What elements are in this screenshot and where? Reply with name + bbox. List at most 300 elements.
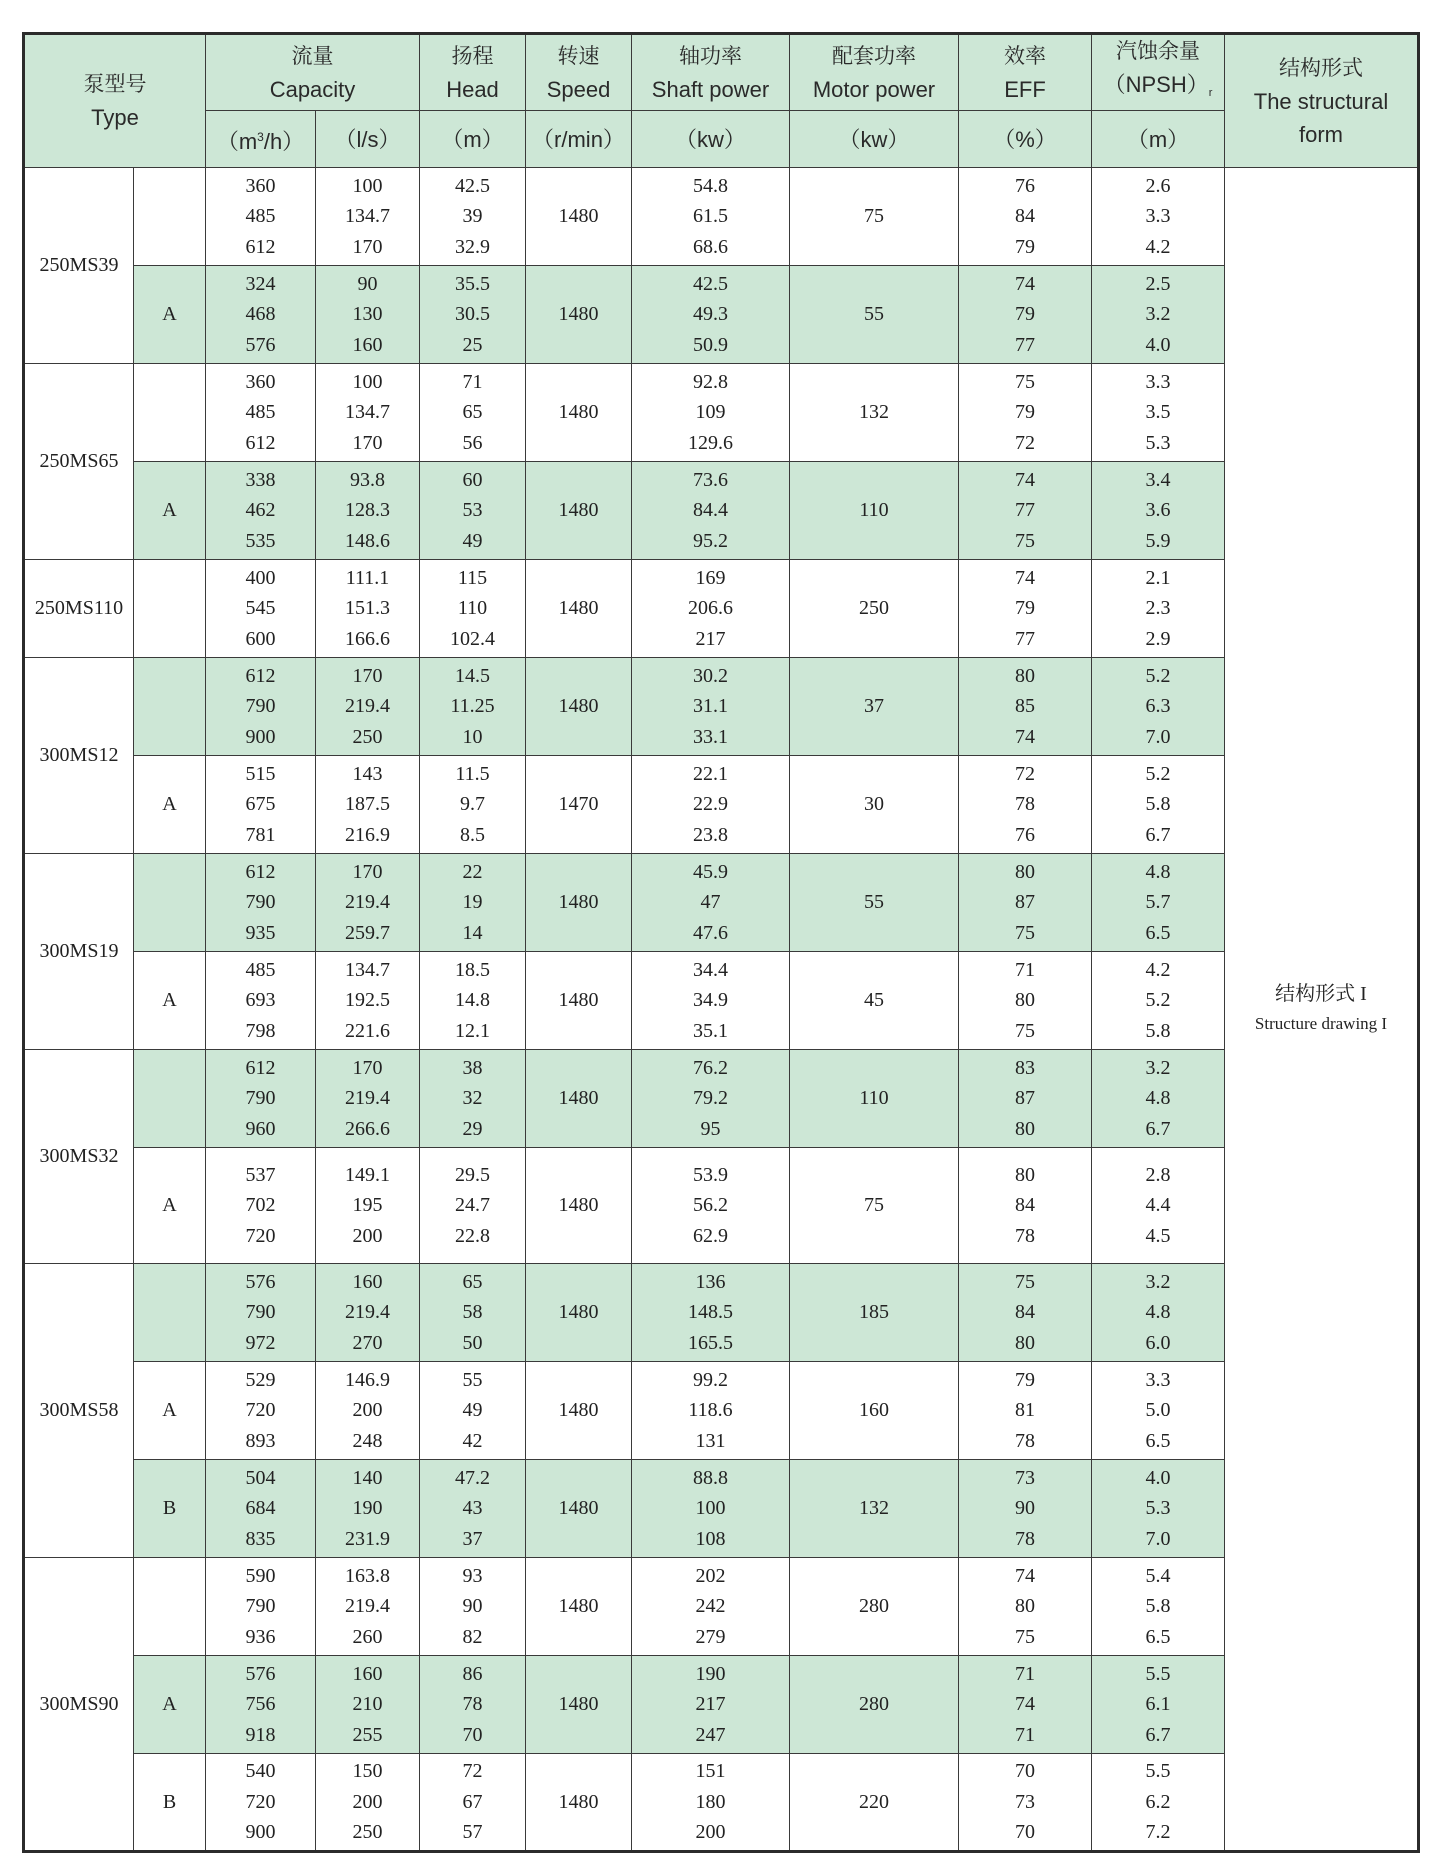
header-capacity-en: Capacity [269,76,356,102]
npsh-cell-value: 2.5 [1145,272,1171,295]
motor-power-cell: 30 [790,756,959,854]
efficiency-cell [959,266,1092,364]
table-row [24,756,1419,854]
shaft-power-cell-value: 76.2 [693,1056,728,1079]
table-body [24,168,1419,1852]
capacity-ls-cell-value: 160 [352,1662,383,1685]
table-row [24,1362,1419,1460]
capacity-m3h-cell [206,560,316,658]
shaft-power-cell-value: 109 [695,401,726,424]
unit-m3h [206,111,316,168]
shaft-power-cell [632,266,790,364]
efficiency-cell-value: 80 [1015,1117,1035,1140]
capacity-ls-cell [316,1656,420,1754]
capacity-ls-cell-value: 170 [352,431,383,454]
speed-cell: 1480 [526,1148,632,1264]
capacity-m3h-cell-value: 515 [245,762,276,785]
motor-power-cell: 160 [790,1362,959,1460]
efficiency-cell-value: 70 [1015,1760,1035,1783]
efficiency-cell-value: 74 [1015,272,1035,295]
efficiency-cell-value: 79 [1015,303,1035,326]
npsh-cell-value: 4.8 [1145,860,1171,883]
header-type-en: Type [91,105,139,130]
capacity-ls-cell-value: 190 [352,1497,383,1520]
table-row [24,1754,1419,1852]
npsh-cell-value: 5.8 [1145,1595,1171,1618]
shaft-power-cell-value: 84.4 [693,499,728,522]
capacity-ls-cell [316,266,420,364]
shaft-power-cell-value: 206.6 [688,597,733,620]
capacity-m3h-cell-value: 590 [245,1564,276,1587]
table-row [24,168,1419,266]
npsh-cell-value: 2.8 [1145,1163,1171,1186]
speed-cell: 1470 [526,756,632,854]
motor-power-cell: 55 [790,266,959,364]
npsh-cell-value: 3.5 [1145,401,1171,424]
table-row [24,854,1419,952]
capacity-m3h-cell-value: 790 [245,1087,276,1110]
efficiency-cell-value: 79 [1015,597,1035,620]
shaft-power-cell-value: 217 [695,1693,726,1716]
shaft-power-cell-value: 35.1 [693,1019,728,1042]
motor-power-cell: 110 [790,462,959,560]
npsh-cell [1092,168,1225,266]
speed-cell: 1480 [526,462,632,560]
npsh-cell-value: 3.3 [1145,205,1171,228]
motor-power-cell: 280 [790,1558,959,1656]
head-cell-value: 42.5 [455,174,490,197]
shaft-power-cell [632,1754,790,1852]
capacity-ls-cell-value: 259.7 [345,921,390,944]
efficiency-cell-value: 90 [1015,1497,1035,1520]
efficiency-cell-value: 75 [1015,370,1035,393]
head-cell [420,462,526,560]
capacity-ls-cell-value: 187.5 [345,793,390,816]
capacity-m3h-cell-value: 529 [245,1368,276,1391]
npsh-cell-value: 5.2 [1145,762,1171,785]
head-cell-value: 35.5 [455,272,490,295]
shaft-power-cell-value: 95 [700,1117,721,1140]
efficiency-cell-value: 83 [1015,1056,1035,1079]
header-motor-power [790,34,959,111]
head-cell-value: 10 [462,725,483,748]
header-motor-power-zh: 配套功率 [832,43,916,68]
motor-power-cell: 132 [790,1460,959,1558]
head-cell-value: 42 [462,1429,483,1452]
header-shaft-power-zh: 轴功率 [679,43,742,68]
npsh-cell-value: 3.6 [1145,499,1171,522]
unit-motor-kw: （kw） [790,111,959,168]
efficiency-cell-value: 74 [1015,1693,1035,1716]
capacity-m3h-cell [206,1460,316,1558]
head-cell-value: 78 [462,1693,483,1716]
capacity-ls-cell-value: 128.3 [345,499,390,522]
capacity-ls-cell-value: 100 [352,174,383,197]
head-cell [420,168,526,266]
speed-cell: 1480 [526,1362,632,1460]
capacity-m3h-cell-value: 504 [245,1466,276,1489]
capacity-ls-cell-value: 160 [352,1270,383,1293]
efficiency-cell-value: 75 [1015,1270,1035,1293]
head-cell [420,1148,526,1264]
head-cell-value: 47.2 [455,1466,490,1489]
table-row [24,658,1419,756]
capacity-m3h-cell-value: 900 [245,725,276,748]
npsh-cell [1092,1362,1225,1460]
unit-ls: （l/s） [316,111,420,168]
header-structure [1225,34,1419,168]
capacity-ls-cell-value: 170 [352,664,383,687]
capacity-ls-cell-value: 200 [352,1790,383,1813]
efficiency-cell-value: 74 [1015,725,1035,748]
efficiency-cell-value: 77 [1015,499,1035,522]
capacity-ls-cell-value: 151.3 [345,597,390,620]
table-row [24,1656,1419,1754]
motor-power-cell: 75 [790,1148,959,1264]
motor-power-cell: 220 [790,1754,959,1852]
efficiency-cell [959,1264,1092,1362]
shaft-power-cell-value: 190 [695,1662,726,1685]
capacity-m3h-cell-value: 535 [245,529,276,552]
shaft-power-cell-value: 68.6 [693,235,728,258]
shaft-power-cell-value: 200 [695,1821,726,1844]
capacity-m3h-cell-value: 720 [245,1790,276,1813]
capacity-m3h-cell [206,1656,316,1754]
pump-model-cell: 300MS90 [24,1558,134,1852]
shaft-power-cell [632,364,790,462]
head-cell [420,1460,526,1558]
pump-spec-table-container [22,32,1420,1853]
capacity-m3h-cell-value: 756 [245,1693,276,1716]
capacity-ls-cell-value: 170 [352,235,383,258]
efficiency-cell [959,1050,1092,1148]
capacity-ls-cell-value: 210 [352,1693,383,1716]
shaft-power-cell [632,658,790,756]
head-cell-value: 60 [462,468,483,491]
efficiency-cell [959,364,1092,462]
capacity-m3h-cell-value: 537 [245,1163,276,1186]
npsh-cell-value: 5.5 [1145,1760,1171,1783]
head-cell-value: 93 [462,1564,483,1587]
efficiency-cell-value: 71 [1015,1723,1035,1746]
npsh-cell [1092,1148,1225,1264]
table-row [24,1460,1419,1558]
efficiency-cell-value: 76 [1015,174,1035,197]
head-cell-value: 65 [462,401,483,424]
head-cell-value: 53 [462,499,483,522]
capacity-ls-cell-value: 90 [357,272,378,295]
shaft-power-cell-value: 22.9 [693,793,728,816]
header-type-zh: 泵型号 [83,72,147,96]
npsh-cell [1092,952,1225,1050]
capacity-ls-cell [316,1754,420,1852]
npsh-cell-value: 7.0 [1145,1527,1171,1550]
head-cell-value: 70 [462,1723,483,1746]
npsh-cell-value: 3.2 [1145,1270,1171,1293]
unit-m3h-pre: （m [216,128,258,154]
efficiency-cell-value: 75 [1015,1019,1035,1042]
speed-cell: 1480 [526,1656,632,1754]
efficiency-cell-value: 71 [1015,1662,1035,1685]
table-row [24,952,1419,1050]
head-cell-value: 57 [462,1821,483,1844]
capacity-m3h-cell [206,1050,316,1148]
unit-eff-percent: （%） [959,111,1092,168]
shaft-power-cell-value: 88.8 [693,1466,728,1489]
speed-cell: 1480 [526,1558,632,1656]
header-npsh-en-text: （NPSH） [1103,72,1209,97]
capacity-m3h-cell-value: 485 [245,205,276,228]
capacity-m3h-cell-value: 835 [245,1527,276,1550]
capacity-ls-cell-value: 134.7 [345,958,390,981]
capacity-m3h-cell-value: 936 [245,1625,276,1648]
capacity-m3h-cell-value: 462 [245,499,276,522]
npsh-cell-value: 6.5 [1145,1625,1171,1648]
shaft-power-cell-value: 47 [700,891,721,914]
capacity-m3h-cell-value: 612 [245,1056,276,1079]
pump-model-cell: 250MS65 [24,364,134,560]
capacity-ls-cell-value: 248 [352,1429,383,1452]
variant-cell: A [134,266,206,364]
shaft-power-cell-value: 22.1 [693,762,728,785]
efficiency-cell-value: 78 [1015,793,1035,816]
capacity-m3h-cell-value: 468 [245,303,276,326]
table-row [24,1148,1419,1264]
head-cell-value: 37 [462,1527,483,1550]
unit-head-m: （m） [420,111,526,168]
capacity-m3h-cell [206,1754,316,1852]
capacity-ls-cell-value: 219.4 [345,891,390,914]
table-row [24,560,1419,658]
header-head [420,34,526,111]
head-cell-value: 72 [462,1760,483,1783]
shaft-power-cell [632,1264,790,1362]
npsh-cell-value: 5.4 [1145,1564,1171,1587]
head-cell [420,364,526,462]
head-cell [420,1050,526,1148]
capacity-ls-cell-value: 134.7 [345,205,390,228]
head-cell-value: 29 [462,1117,483,1140]
header-structure-zh: 结构形式 [1279,55,1363,80]
npsh-cell-value: 4.0 [1145,333,1171,356]
npsh-cell-value: 2.3 [1145,597,1171,620]
variant-cell: A [134,1656,206,1754]
head-cell [420,1754,526,1852]
motor-power-cell: 37 [790,658,959,756]
efficiency-cell-value: 79 [1015,235,1035,258]
head-cell [420,756,526,854]
efficiency-cell-value: 70 [1015,1821,1035,1844]
header-speed-zh: 转速 [557,43,600,68]
shaft-power-cell-value: 95.2 [693,529,728,552]
efficiency-cell-value: 72 [1015,762,1035,785]
shaft-power-cell [632,1656,790,1754]
npsh-cell [1092,1754,1225,1852]
shaft-power-cell [632,1362,790,1460]
shaft-power-cell-value: 62.9 [693,1224,728,1247]
npsh-cell-value: 4.2 [1145,235,1171,258]
capacity-ls-cell-value: 266.6 [345,1117,390,1140]
capacity-m3h-cell-value: 900 [245,1821,276,1844]
capacity-m3h-cell-value: 702 [245,1194,276,1217]
pump-model-cell: 250MS110 [24,560,134,658]
capacity-m3h-cell-value: 576 [245,1662,276,1685]
capacity-m3h-cell-value: 960 [245,1117,276,1140]
shaft-power-cell [632,952,790,1050]
capacity-ls-cell [316,1050,420,1148]
head-cell [420,1558,526,1656]
capacity-ls-cell [316,1148,420,1264]
shaft-power-cell [632,854,790,952]
efficiency-cell-value: 74 [1015,566,1035,589]
capacity-ls-cell [316,1558,420,1656]
npsh-cell-value: 5.8 [1145,793,1171,816]
capacity-ls-cell-value: 100 [352,370,383,393]
shaft-power-cell-value: 279 [695,1625,726,1648]
shaft-power-cell-value: 50.9 [693,333,728,356]
capacity-m3h-cell-value: 324 [245,272,276,295]
motor-power-cell: 55 [790,854,959,952]
npsh-cell-value: 4.8 [1145,1087,1171,1110]
npsh-cell-value: 3.3 [1145,1368,1171,1391]
pump-model-cell: 300MS19 [24,854,134,1050]
variant-cell: A [134,756,206,854]
npsh-cell-value: 2.1 [1145,566,1171,589]
speed-cell: 1480 [526,1050,632,1148]
npsh-cell-value: 4.4 [1145,1194,1171,1217]
efficiency-cell-value: 80 [1015,1163,1035,1186]
efficiency-cell-value: 73 [1015,1466,1035,1489]
shaft-power-cell-value: 31.1 [693,695,728,718]
pump-model-cell: 300MS32 [24,1050,134,1264]
efficiency-cell [959,462,1092,560]
capacity-m3h-cell-value: 400 [245,566,276,589]
npsh-cell [1092,560,1225,658]
capacity-ls-cell-value: 146.9 [345,1368,390,1391]
shaft-power-cell-value: 118.6 [688,1399,733,1422]
variant-cell: A [134,462,206,560]
capacity-m3h-cell-value: 612 [245,664,276,687]
capacity-m3h-cell-value: 485 [245,401,276,424]
npsh-cell-value: 6.7 [1145,823,1171,846]
efficiency-cell-value: 80 [1015,1331,1035,1354]
capacity-m3h-cell [206,266,316,364]
capacity-m3h-cell-value: 485 [245,958,276,981]
header-capacity-zh: 流量 [291,43,334,68]
variant-cell: A [134,952,206,1050]
speed-cell: 1480 [526,1754,632,1852]
npsh-cell [1092,364,1225,462]
npsh-cell-value: 6.3 [1145,695,1171,718]
variant-cell: B [134,1460,206,1558]
head-cell-value: 11.5 [455,762,490,785]
speed-cell: 1480 [526,1264,632,1362]
efficiency-cell-value: 72 [1015,431,1035,454]
npsh-cell [1092,1656,1225,1754]
header-structure-en-line2: form [1299,121,1343,147]
head-cell [420,952,526,1050]
capacity-ls-cell-value: 149.1 [345,1163,390,1186]
npsh-cell-value: 5.3 [1145,1497,1171,1520]
head-cell-value: 19 [462,891,483,914]
npsh-cell [1092,1050,1225,1148]
npsh-cell-value: 7.0 [1145,725,1171,748]
shaft-power-cell-value: 56.2 [693,1194,728,1217]
npsh-cell [1092,1264,1225,1362]
capacity-ls-cell-value: 200 [352,1224,383,1247]
shaft-power-cell-value: 45.9 [693,860,728,883]
variant-cell [134,1264,206,1362]
variant-cell [134,854,206,952]
capacity-ls-cell-value: 166.6 [345,627,390,650]
structure-form-zh: 结构形式 I [1275,983,1367,1005]
npsh-cell-value: 5.5 [1145,1662,1171,1685]
efficiency-cell [959,1460,1092,1558]
shaft-power-cell [632,1050,790,1148]
npsh-cell-value: 3.4 [1145,468,1171,491]
capacity-ls-cell-value: 270 [352,1331,383,1354]
npsh-cell [1092,266,1225,364]
header-head-zh: 扬程 [451,43,494,68]
npsh-cell-value: 6.0 [1145,1331,1171,1354]
header-shaft-power [632,34,790,111]
head-cell-value: 49 [462,529,483,552]
efficiency-cell-value: 75 [1015,529,1035,552]
efficiency-cell [959,1656,1092,1754]
npsh-cell-value: 5.2 [1145,989,1171,1012]
variant-cell: A [134,1362,206,1460]
capacity-m3h-cell-value: 918 [245,1723,276,1746]
capacity-ls-cell-value: 219.4 [345,1087,390,1110]
motor-power-cell: 280 [790,1656,959,1754]
shaft-power-cell-value: 34.4 [693,958,728,981]
npsh-cell [1092,658,1225,756]
capacity-ls-cell-value: 250 [352,1821,383,1844]
capacity-ls-cell-value: 143 [352,762,383,785]
table-row [24,1264,1419,1362]
efficiency-cell-value: 73 [1015,1790,1035,1813]
head-cell-value: 12.1 [455,1019,490,1042]
capacity-m3h-cell-value: 612 [245,860,276,883]
shaft-power-cell-value: 61.5 [693,205,728,228]
variant-cell [134,168,206,266]
efficiency-cell [959,1148,1092,1264]
speed-cell: 1480 [526,266,632,364]
head-cell-value: 39 [462,205,483,228]
structure-form-en: Structure drawing I [1254,1014,1388,1033]
unit-m3h-sup: 3 [257,129,264,144]
capacity-m3h-cell-value: 612 [245,235,276,258]
header-row-units [24,111,1419,168]
shaft-power-cell-value: 99.2 [693,1368,728,1391]
head-cell-value: 43 [462,1497,483,1520]
speed-cell: 1480 [526,364,632,462]
npsh-cell [1092,756,1225,854]
variant-cell: B [134,1754,206,1852]
head-cell-value: 24.7 [455,1194,490,1217]
capacity-ls-cell-value: 216.9 [345,823,390,846]
capacity-ls-cell-value: 93.8 [350,468,385,491]
head-cell [420,1362,526,1460]
npsh-cell-value: 6.2 [1145,1790,1171,1813]
structure-form-cell [1225,168,1419,1852]
capacity-ls-cell-value: 260 [352,1625,383,1648]
capacity-m3h-cell-value: 935 [245,921,276,944]
efficiency-cell-value: 74 [1015,1564,1035,1587]
capacity-ls-cell-value: 130 [352,303,383,326]
npsh-cell-value: 3.3 [1145,370,1171,393]
efficiency-cell-value: 78 [1015,1224,1035,1247]
